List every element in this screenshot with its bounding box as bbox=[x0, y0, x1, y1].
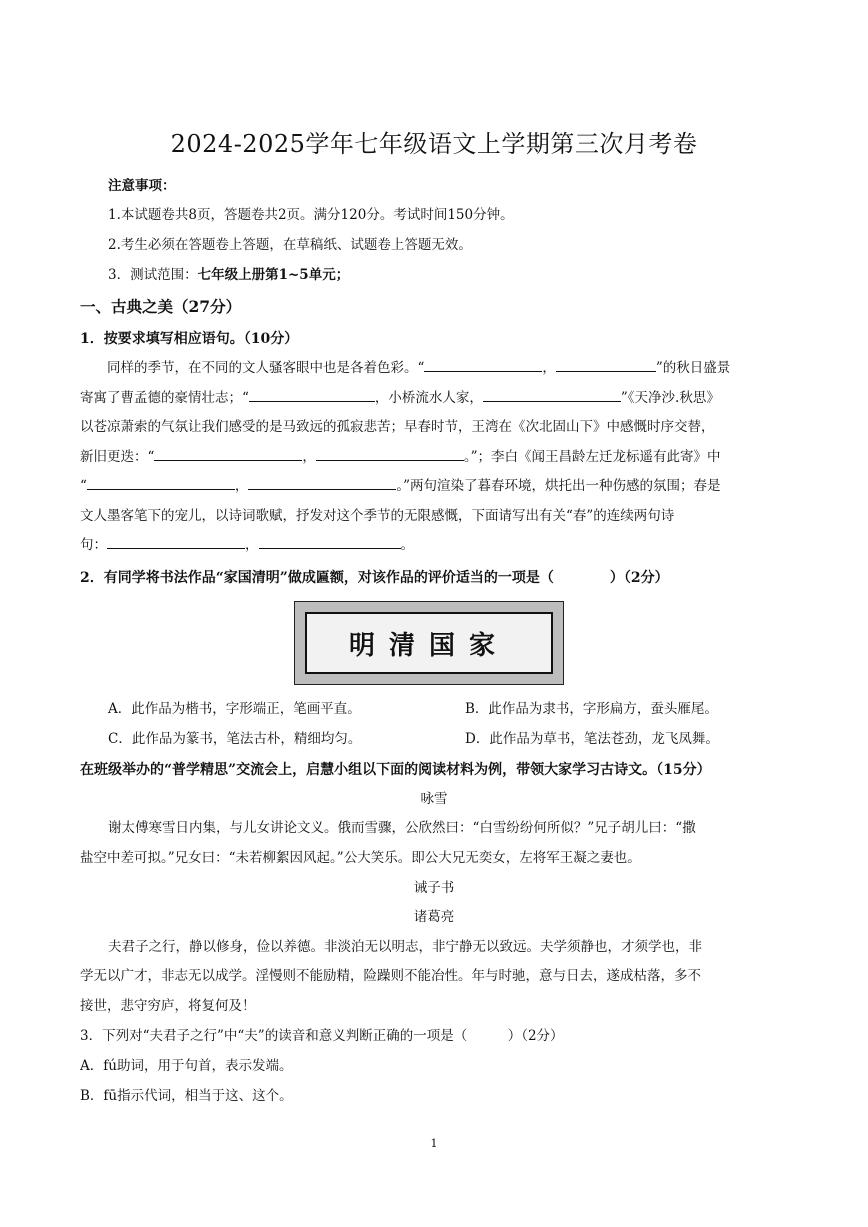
q1-line-6: 文人墨客笔下的宠儿，以诗词歌赋，抒发对这个季节的无限感慨，下面请写出有关“春”的连续两句诗 bbox=[80, 507, 675, 524]
answer-blank[interactable] bbox=[249, 386, 375, 402]
text-2-line-2: 学无以广才，非志无以成学。淫慢则不能励精，险躁则不能冶性。年与时驰，意与日去，遂成枯落，多不 bbox=[80, 968, 701, 984]
q1-line-7: 句： ， 。 bbox=[80, 531, 792, 561]
q1-line-2: 寄寓了曹孟德的豪情壮志；“ ，小桥流水人家， ”《天净沙.秋思》 bbox=[80, 384, 792, 414]
text-2-line-3: 接世，悲守穷庐，将复何及！ bbox=[80, 998, 256, 1014]
q3-option-a: A．fú助词，用于句首，表示发端。 bbox=[80, 1058, 293, 1074]
q1-line-3: 以苍凉萧索的气氛让我们感受的是马致远的孤寂悲苦；早春时节，王湾在《次北固山下》中感慨时序交替， bbox=[80, 419, 715, 435]
answer-blank[interactable] bbox=[87, 474, 235, 490]
answer-blank[interactable] bbox=[316, 445, 464, 461]
answer-blank[interactable] bbox=[483, 386, 621, 402]
text-1-line-1: 谢太傅寒雪日内集，与儿女讲论文义。俄而雪骤，公欣然曰：“白雪纷纷何所似？”兄子胡儿曰：“撒 bbox=[108, 820, 696, 836]
question-1-heading: 1．按要求填写相应语句。（10分） bbox=[80, 331, 299, 347]
text-2-author: 诸葛亮 bbox=[413, 909, 455, 925]
section-heading: 一、古典之美（27分） bbox=[80, 297, 242, 316]
answer-blank[interactable] bbox=[259, 533, 401, 549]
answer-blank[interactable] bbox=[107, 533, 245, 549]
notice-heading: 注意事项： bbox=[108, 178, 176, 194]
answer-blank[interactable] bbox=[248, 474, 396, 490]
text-2-line-1: 夫君子之行，静以修身，俭以养德。非淡泊无以明志，非宁静无以致远。夫学须静也，才须学也，非 bbox=[108, 939, 702, 955]
q1-line-4: 新旧更迭：“ ， 。”；李白《闻王昌龄左迁龙标遥有此寄》中 bbox=[80, 443, 792, 473]
text-2-title: 诫子书 bbox=[413, 880, 455, 896]
question-1-body bbox=[80, 354, 792, 561]
q1-line-1: 同样的季节，在不同的文人骚客眼中也是各着色彩。“ ， ”的秋日盛景 bbox=[80, 354, 792, 384]
notice-item-2: 2.考生必须在答题卷上答题，在草稿纸、试题卷上答题无效。 bbox=[108, 237, 472, 253]
notice-item-3-label: 3．测试范围： bbox=[108, 267, 198, 283]
answer-blank[interactable] bbox=[424, 356, 542, 372]
q2-option-b: B．此作品为隶书，字形扁方，蚕头雁尾。 bbox=[465, 701, 718, 717]
q2-option-a: A．此作品为楷书，字形端正，笔画平直。 bbox=[108, 701, 361, 717]
q3-option-b: B．fū指示代词，相当于这、这个。 bbox=[80, 1088, 293, 1104]
q2-option-c: C．此作品为篆书，笔法古朴，精细均匀。 bbox=[108, 731, 362, 747]
text-1-title: 咏雪 bbox=[420, 791, 448, 807]
q1-line-5: “ ， 。”两句渲染了暮春环境，烘托出一种伤感的氛围；春是 bbox=[80, 472, 792, 502]
notice-item-3-range: 七年级上册第1~5单元； bbox=[197, 267, 350, 283]
notice-item-1: 1.本试题卷共8页，答题卷共2页。满分120分。考试时间150分钟。 bbox=[108, 207, 514, 223]
notice-item-3 bbox=[108, 265, 349, 285]
page-title: 2024-2025学年七年级语文上学期第三次月考卷 bbox=[170, 130, 698, 158]
reading-intro: 在班级举办的“普学精思”交流会上，启慧小组以下面的阅读材料为例，带领大家学习古诗文。（15分） bbox=[80, 762, 711, 778]
q2-option-d: D．此作品为草书，笔法苍劲，龙飞凤舞。 bbox=[465, 731, 719, 747]
calligraphy-plaque-image bbox=[294, 601, 564, 685]
question-2-heading: 2．有同学将书法作品“家国清明”做成匾额，对该作品的评价适当的一项是（ ）（2分） bbox=[80, 570, 669, 586]
question-3-heading: 3．下列对“夫君子之行”中“夫”的读音和意义判断正确的一项是（ ）（2分） bbox=[80, 1028, 564, 1044]
answer-blank[interactable] bbox=[556, 356, 656, 372]
plaque-text: 明清国家 bbox=[305, 612, 553, 674]
page-number: 1 bbox=[430, 1137, 438, 1150]
text-1-line-2: 盐空中差可拟。”兄女曰：“未若柳絮因风起。”公大笑乐。即公大兄无奕女，左将军王凝之妻也。 bbox=[80, 850, 641, 866]
answer-blank[interactable] bbox=[154, 445, 302, 461]
